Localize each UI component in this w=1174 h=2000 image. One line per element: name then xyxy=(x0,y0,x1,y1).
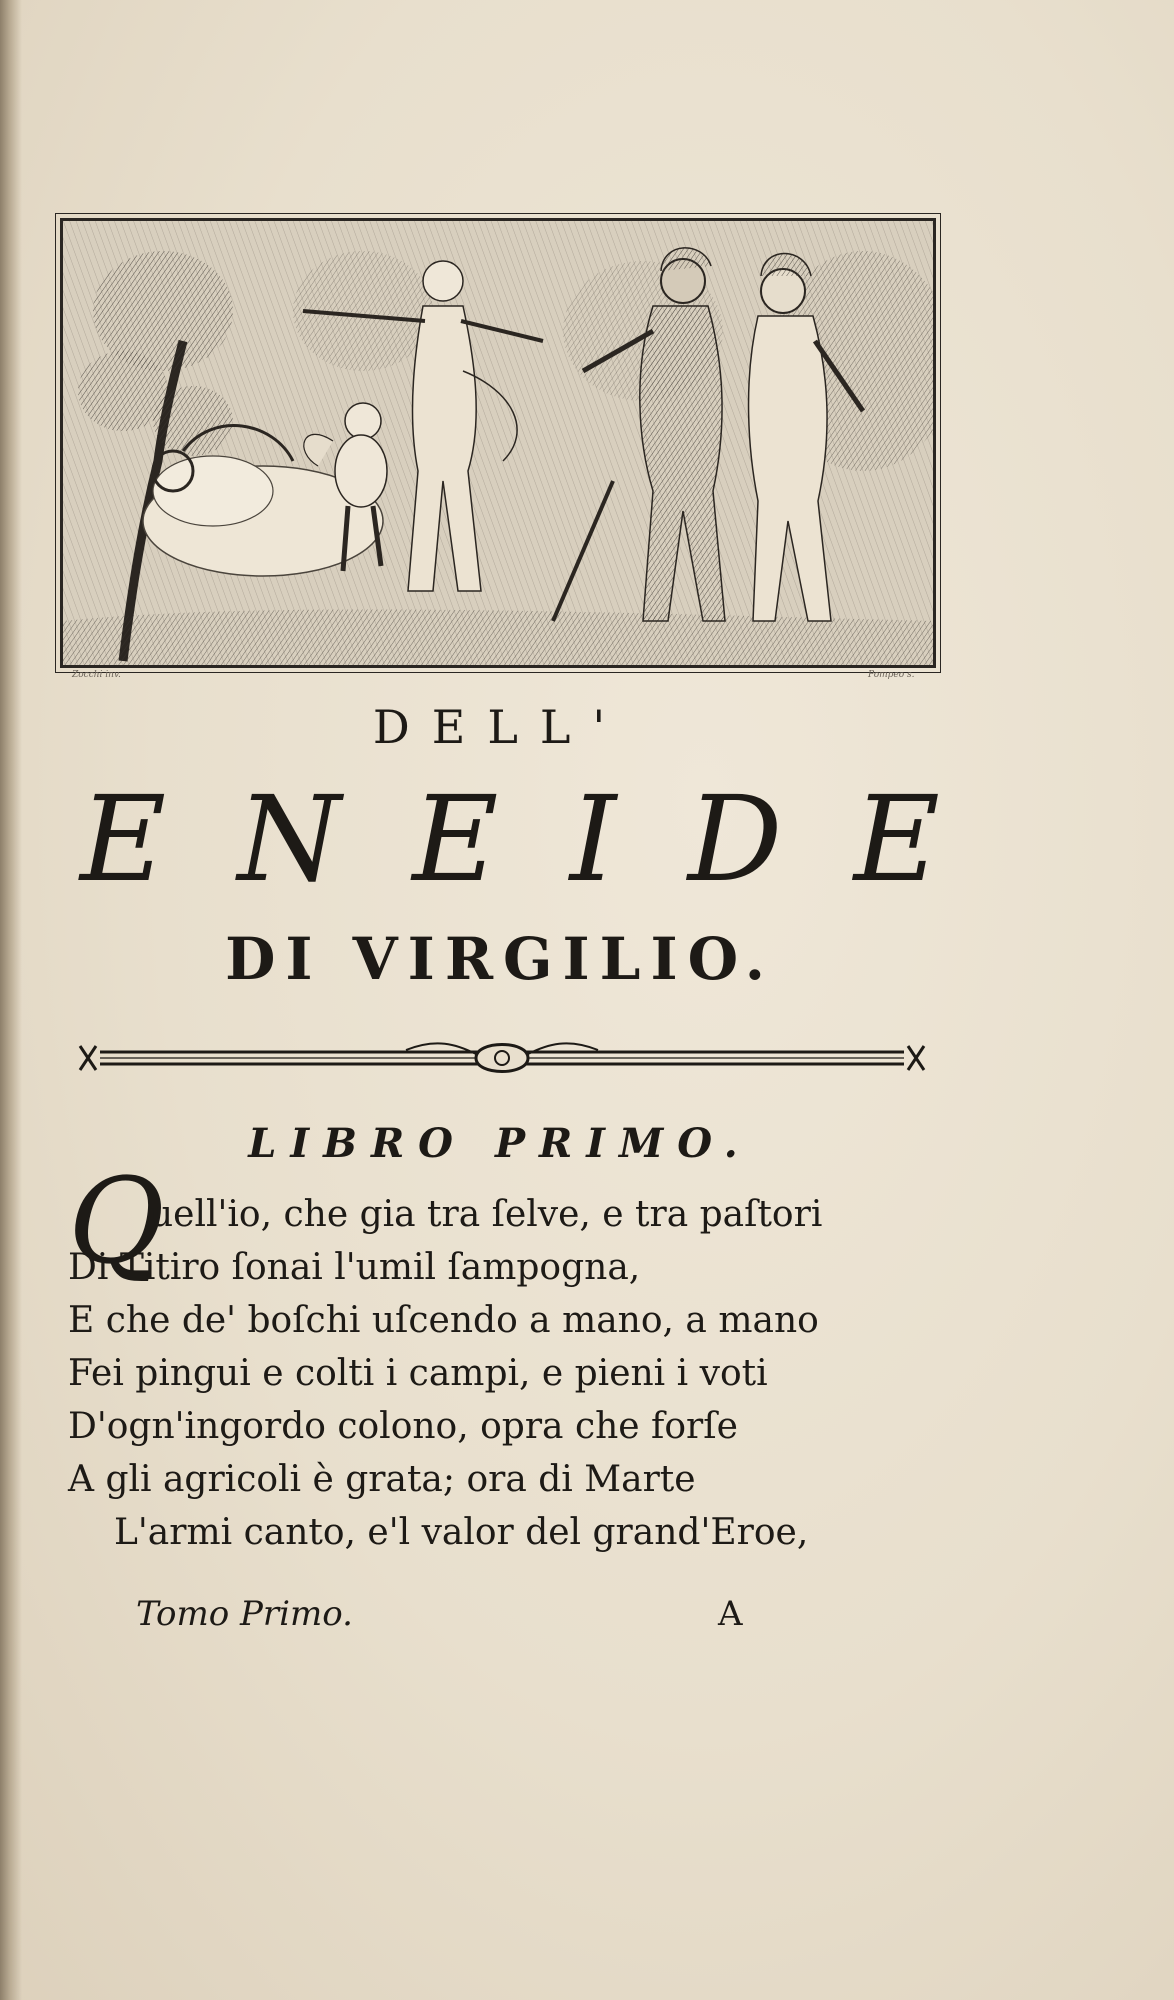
title-line-dell: DELL' xyxy=(372,700,628,754)
verse-line: D'ogn'ingordo colono, opra che forſe xyxy=(68,1406,738,1447)
title-letter: E xyxy=(412,770,499,908)
title-letter: N xyxy=(237,770,341,908)
verse-line: L'armi canto, e'l valor del grand'Eroe, xyxy=(114,1512,809,1553)
verse-line: Di Titiro ſonai l'umil ſampogna, xyxy=(68,1247,641,1288)
book-gutter-shadow xyxy=(0,0,22,2000)
title-line-eneide xyxy=(80,770,940,908)
engraving-credit-engraver: Pompeo s. xyxy=(868,670,915,680)
verse-block xyxy=(68,1188,968,1559)
gathering-signature: A xyxy=(718,1594,743,1634)
engraved-vignette xyxy=(60,218,936,668)
engraving-credit-inventor: Zocchi inv. xyxy=(72,670,121,680)
ornamental-rule xyxy=(76,1030,928,1086)
book-heading: LIBRO PRIMO. xyxy=(248,1120,752,1167)
verse-line: Fei pingui e colti i campi, e pieni i voti xyxy=(68,1353,768,1394)
title-letter: I xyxy=(569,770,617,908)
vignette-illustration xyxy=(63,221,933,665)
title-letter: D xyxy=(687,770,783,908)
verse-line: E che de' boſchi uſcendo a mano, a mano xyxy=(68,1300,819,1341)
verse-line: A gli agricoli è grata; ora di Marte xyxy=(68,1459,696,1500)
volume-signature: Tomo Primo. xyxy=(136,1594,353,1634)
title-letter: E xyxy=(80,770,167,908)
drop-cap: Q xyxy=(68,1152,165,1290)
verse-line: uell'io, che gia tra ſelve, e tra paſtori xyxy=(150,1194,823,1235)
title-line-di-virgilio: DI VIRGILIO. xyxy=(225,925,775,993)
title-letter: E xyxy=(853,770,940,908)
